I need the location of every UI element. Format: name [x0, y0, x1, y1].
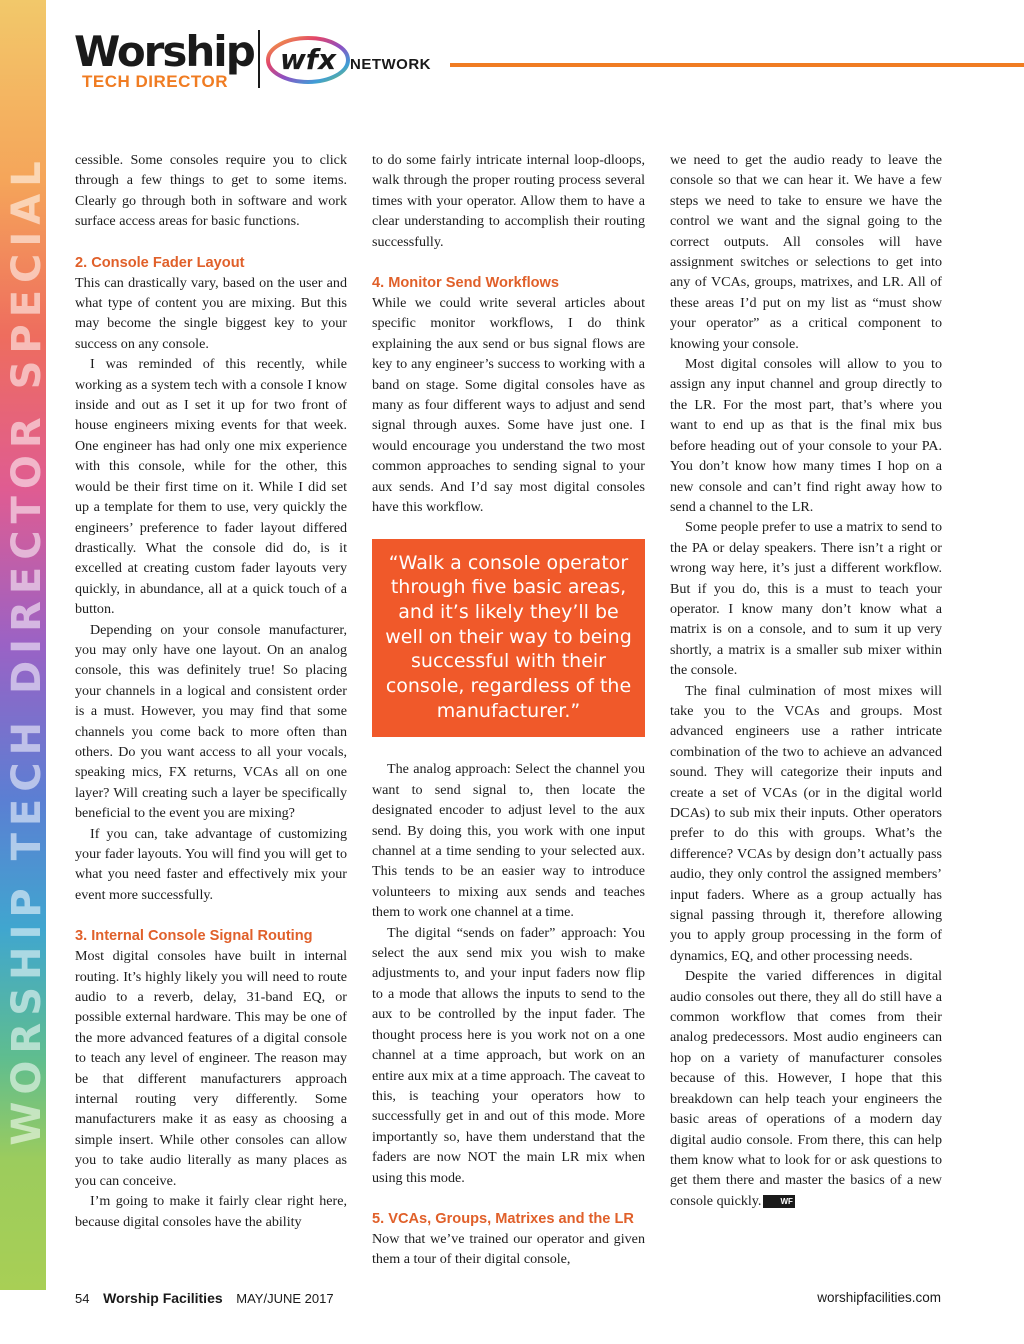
side-banner-text: WORSHIP TECH DIRECTOR SPECIAL — [4, 154, 50, 1146]
col2-paragraph: to do some fairly intricate internal loop-dloops, walk through the proper routing process several times with your operator. Allow them to have a clear understanding to accomplish their routing successfully. — [372, 152, 645, 250]
wfx-logo-icon — [266, 34, 356, 86]
end-mark-icon: WF — [763, 1195, 794, 1208]
wfx-logo-text: wfx — [279, 43, 337, 76]
col3-paragraph: Most digital consoles will allow to you to assign any input channel and group directly to the LR. For the most part, that’s where you want to end up as that is the final mix bus before heading out of your console to your PA. You don’t know how many times I hop on a new console and can’t find right away how to send a channel to the LR. — [670, 356, 942, 515]
col1-paragraph: I’m going to make it fairly clear right here, because digital consoles have the ability — [75, 1193, 347, 1230]
footer-folio — [75, 1290, 334, 1306]
pull-quote: “Walk a console operator through five basic areas, and it’s likely they’ll be well on their way to being successful with their console, regardless of the manufacturer.” — [372, 539, 645, 738]
col2-paragraph: Now that we’ve trained our operator and given them a tour of their digital console, — [372, 1230, 645, 1268]
masthead-network: NETWORK — [350, 56, 431, 73]
col3-paragraph: Some people prefer to use a matrix to send to the PA or delay speakers. There isn’t a right or wrong way here, it’s just a different workflow. But if you do, this is a must to teach your operator. I know many don’t know what a matrix is on a console, and to sum it up very shortly, a matrix is a smaller sub mixer within the console. — [670, 519, 942, 679]
masthead-rule — [450, 63, 1024, 67]
masthead — [74, 28, 1014, 98]
col3-final-paragraph — [670, 966, 942, 1211]
column-3 — [670, 150, 942, 1211]
column-2 — [372, 150, 645, 1270]
column-1 — [75, 150, 347, 1232]
col1-paragraph: I was reminded of this recently, while working as a system tech with a console I know inside and out as I set it up for two front of house engineers mixing events for that week. One engineer has had only one mix experience with this console, while for the other, this would be their first time on it. While I did set up a template for them to use, very quickly the engineers’ preference to fader layout differed drastically. What the console did do, is it excelled at creating custom fader layouts very quickly, in abundance, all at a quick touch of a button. — [75, 356, 347, 618]
section-heading-monitor-send: 4. Monitor Send Workflows — [372, 275, 560, 292]
col1-paragraph: cessible. Some consoles require you to click through a few things to get to some items. Clearly go through both in software and work surface access areas for basic functions. — [75, 152, 347, 230]
col1-paragraph: This can drastically vary, based on the user and what type of content you are mixing. But this may become the single biggest key to your success on any console. — [75, 274, 347, 352]
col2-paragraph: The analog approach: Select the channel you want to send signal to, then locate the designated encoder to adjust level to the aux send. By doing this, you work with one input channel at a time sending to your selected aux. This tends to be an easier way to introduce volunteers to mixing aux sends and teaches them to work one channel at a time. — [372, 761, 645, 921]
footer-url: worshipfacilities.com — [817, 1290, 941, 1305]
masthead-sublabel: TECH DIRECTOR — [82, 72, 228, 91]
masthead-wordmark: Worship — [74, 27, 254, 76]
col1-paragraph: Most digital consoles have built in internal routing. It’s highly likely you will need to route audio to a reverb, delay, 31-band EQ, or possible external hardware. This may be one of the more advanced features of a digital console to teach any level of engineer. The reason may be that different manufacturers approach internal routing very differently. Some manufacturers make it as easy as choosing a simple insert. While other consoles can allow you to take audio literally as many places as you can conceive. — [75, 948, 347, 1189]
col1-paragraph: If you can, take advantage of customizing your fader layouts. You will find you will get to what you need faster and effectively mix your event more successfully. — [75, 825, 347, 903]
publication-name: Worship Facilities — [103, 1290, 223, 1306]
issue-date: MAY/JUNE 2017 — [236, 1291, 334, 1306]
col1-paragraph: Depending on your console manufacturer, you may only have one layout. On an analog console, this was definitely true! So placing your channels in a logical and consistent order is a must. However, you may find that some channels you come back to more often than others. Do you want access to all your vocals, speaking mics, FX returns, VCAs all on one layer? Will creating such a layer be specifically beneficial to the event you are mixing? — [75, 621, 347, 822]
col3-paragraph: we need to get the audio ready to leave the console so that we can hear it. We have a few steps we need to take to ensure we have the control we want and the signal going to the correct outputs. All consoles will have assignment switches or selections to get into any of VCAs, groups, matrixes, and LR. All of these areas I’d put on my list as “must show your operator” as a critical component to knowing your console. — [670, 152, 942, 352]
section-heading-signal-routing: 3. Internal Console Signal Routing — [75, 928, 313, 945]
section-heading-fader-layout: 2. Console Fader Layout — [75, 254, 245, 271]
col2-paragraph: While we could write several articles about specific monitor workflows, I do think explaining the aux send or bus signal flows are key to any engineer’s success to working with a band on stage. Some digital consoles have as many as four different ways to adjust and send signal through auxes. Some have just one. I would encourage you understand the two most common approaches to sending signal to your aux sends. And I’d say most digital consoles have this workflow. — [372, 295, 645, 516]
page-number: 54 — [75, 1291, 90, 1306]
masthead-divider — [258, 30, 260, 88]
section-heading-vcas-groups: 5. VCAs, Groups, Matrixes and the LR — [372, 1210, 634, 1227]
col3-paragraph: The final culmination of most mixes will take you to the VCAs and groups. Most advanced engineers use a rather intricate combination of the two to achieve an advanced sound. They will categorize their inputs and create a set of VCAs (or in the digital world DCAs) to sub mix their inputs. Other operators prefer to do this with groups. What’s the difference? VCAs by design don’t actually pass audio, they only control the assigned members’ input faders. Where as a group actually has signal passing through it, therefore allowing you to apply group processing in the form of dynamics, EQ, and other processing needs. — [670, 682, 942, 964]
side-banner — [0, 0, 54, 1344]
col3-final-text: Despite the varied differences in digital audio consoles out there, they all do still have a common workflow that comes from their analog predecessors. Most audio engineers can hop on a variety of manufacturer consoles because of this. However, I hope that this breakdown can help teach your engineers the basic areas of operations of a modern day digital audio console. From there, this can help them know what to look for or ask questions to get them there and master the basics of a new console quickly. — [670, 968, 942, 1209]
col2-paragraph: The digital “sends on fader” approach: You select the aux send mix you wish to make adjustments to, and your input faders now flip to a mode that allows the inputs to send to the aux to be controlled by the input fader. The thought process here is you work not on a one channel at a time approach, but work on an entire aux mix at a time approach. The caveat to this, is teaching your operators how to successfully get in and out of this mode. More importantly so, have them understand that the faders are now NOT the main LR mix when using this mode. — [372, 924, 645, 1186]
